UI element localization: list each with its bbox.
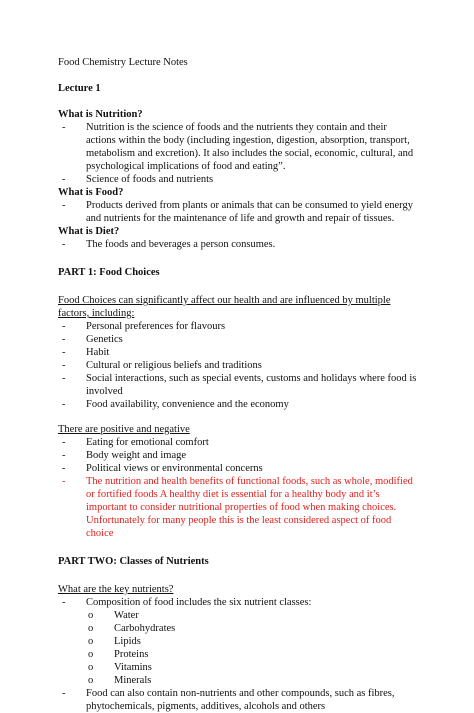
functional-foods-note: - The nutrition and health benefits of functional foods, such as whole, modified or fortified foods A healthy diet is essential for a healthy body and it’s important to consider nutritional properties of food when making choices. Unfortunately for many people this is the least considered aspect of food choice [58,475,418,540]
nutrient-class: o Proteins [58,648,418,661]
positive-negative-heading: There are positive and negative [58,424,190,435]
part2-heading: PART TWO: Classes of Nutrients [58,556,209,567]
spacer [58,411,418,423]
food-list [58,199,418,225]
key-nutrients-heading: What are the key nutrients? [58,584,174,595]
list-item: - Food can also contain non-nutrients and other compounds, such as fibres, phytochemicals, pigments, additives, alcohols and others [58,687,418,713]
part1-heading: PART 1: Food Choices [58,267,160,278]
nutrient-class: o Vitamins [58,661,418,674]
nutrition-list [58,121,418,186]
list-item: - The foods and beverages a person consumes. [58,238,418,251]
food-question: What is Food? [58,187,124,198]
diet-question: What is Diet? [58,226,120,237]
list-item: - Nutrition is the science of foods and the nutrients they contain and their actions within the body (including ingestion, digestion, absorption, transport, metabolism and excretion). It also includes the social, economic, cultural, and psychological implications of food and eating”. [58,121,418,173]
food-choices-intro: Food Choices can significantly affect our health and are influenced by multiple factors, including: [58,295,391,319]
nutrient-class: o Water [58,609,418,622]
lecture-heading: Lecture 1 [58,83,101,94]
list-item: - Food availability, convenience and the economy [58,398,418,411]
nutrient-class: o Minerals [58,674,418,687]
document-title: Food Chemistry Lecture Notes [58,57,188,68]
list-item: - Products derived from plants or animals that can be consumed to yield energy and nutrients for the maintenance of life and growth and repair of tissues. [58,199,418,225]
composition-text: Composition of food includes the six nutrient classes: [86,597,312,608]
positive-negative-list [58,436,418,540]
diet-list [58,238,418,251]
nutrient-class: o Carbohydrates [58,622,418,635]
composition-list [58,596,418,713]
list-item: - Habit [58,346,418,359]
list-item [58,596,418,687]
list-item: - Cultural or religious beliefs and traditions [58,359,418,372]
list-item: - Eating for emotional comfort [58,436,418,449]
nutrient-class: o Lipids [58,635,418,648]
list-item: - Genetics [58,333,418,346]
document-content [58,56,418,713]
factors-list [58,320,418,411]
list-item: - Social interactions, such as special events, customs and holidays where food is involved [58,372,418,398]
list-item: - Personal preferences for flavours [58,320,418,333]
list-item: - Body weight and image [58,449,418,462]
list-item: - Political views or environmental concerns [58,462,418,475]
list-item: - Science of foods and nutrients [58,173,418,186]
nutrient-classes-list [58,609,418,687]
nutrition-question: What is Nutrition? [58,109,143,120]
